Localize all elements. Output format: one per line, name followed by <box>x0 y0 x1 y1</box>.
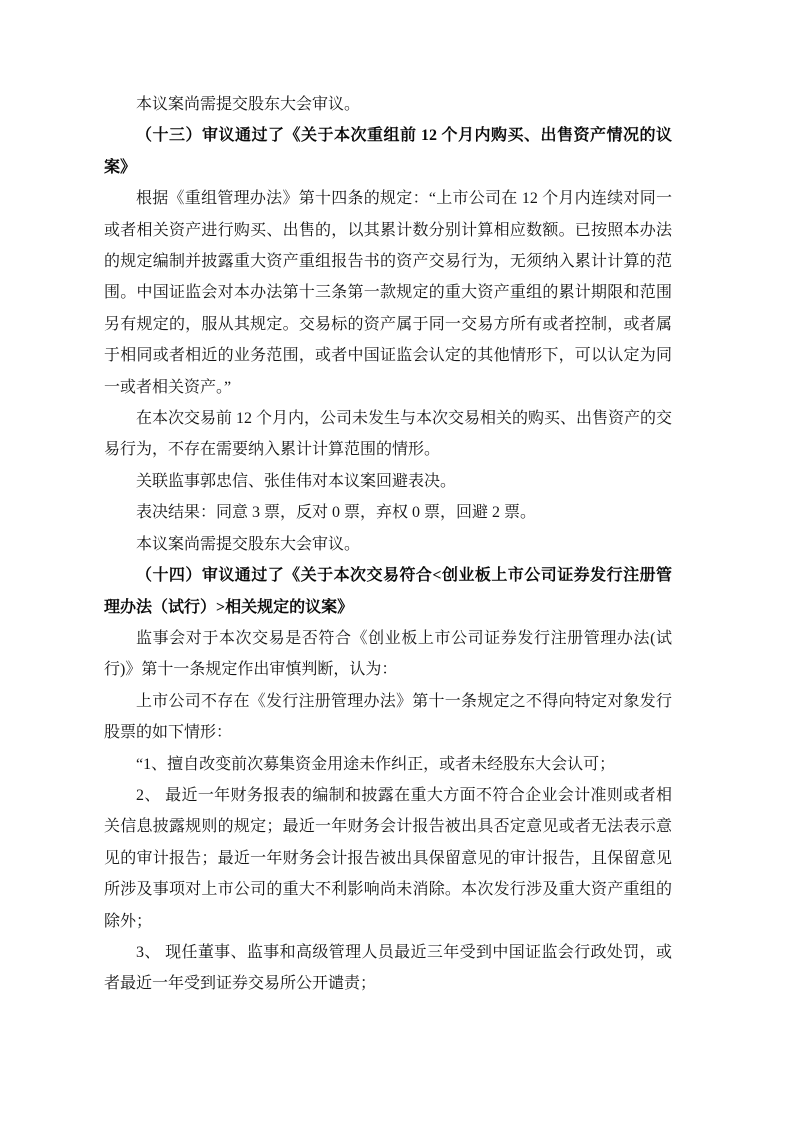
paragraph-clause-1: “1、擅自改变前次募集资金用途未作纠正，或者未经股东大会认可； <box>136 755 616 773</box>
paragraph-no-related-transactions: 在本次交易前 12 个月内，公司未发生与本次交易相关的购买、出售资产的交易行为，不存在需要纳入累计计算范围的情形。 <box>104 410 673 459</box>
paragraph-submit-to-shareholders-2: 本议案尚需提交股东大会审议。 <box>136 535 361 553</box>
paragraph-vote-result: 表决结果：同意 3 票，反对 0 票，弃权 0 票，回避 2 票。 <box>136 504 537 522</box>
paragraph-submit-to-shareholders: 本议案尚需提交股东大会审议。 <box>136 96 361 113</box>
section-heading-item-13: （十三）审议通过了《关于本次重组前 12 个月内购买、出售资产情况的议案》 <box>104 127 672 176</box>
document-body-text <box>104 89 672 1000</box>
paragraph-clause-3: 3、 现任董事、监事和高级管理人员最近三年受到中国证监会行政处罚，或者最近一年受到证券交易所公开谴责； <box>104 943 672 993</box>
paragraph-clause-2: 2、 最近一年财务报表的编制和披露在重大方面不符合企业会计准则或者相关信息披露规则的规定；最近一年财务会计报告被出具否定意见或者无法表示意见的审计报告；最近一年财务会计报告被出具保留意见的审计报告，且保留意见所涉及事项对上市公司的重大不利影响尚未消除。本次发行涉及重大资产重组的除外； <box>104 786 672 930</box>
paragraph-supervisory-judgment: 监事会对于本次交易是否符合《创业板上市公司证券发行注册管理办法(试行)》第十一条规定作出审慎判断，认为： <box>104 629 672 679</box>
paragraph-recusal-supervisors: 关联监事郭忠信、张佳伟对本议案回避表决。 <box>136 472 457 490</box>
paragraph-no-prohibited-situations: 上市公司不存在《发行注册管理办法》第十一条规定之不得向特定对象发行股票的如下情形： <box>104 692 672 742</box>
section-heading-item-14: （十四）审议通过了《关于本次交易符合<创业板上市公司证券发行注册管理办法（试行）>相关规定的议案》 <box>104 567 672 616</box>
paragraph-reorg-measures-rule14: 根据《重组管理办法》第十四条的规定：“上市公司在 12 个月内连续对同一或者相关资产进行购买、出售的，以其累计数分别计算相应数额。已按照本办法的规定编制并披露重大资产重组报告书的资产交易行为，无须纳入累计计算的范围。中国证监会对本办法第十三条第一款规定的重大资产重组的累计期限和范围另有规定的，服从其规定。交易标的资产属于同一交易方所有或者控制，或者属于相同或者相近的业务范围，或者中国证监会认定的其他情形下，可以认定为同一或者相关资产。” <box>104 190 672 396</box>
